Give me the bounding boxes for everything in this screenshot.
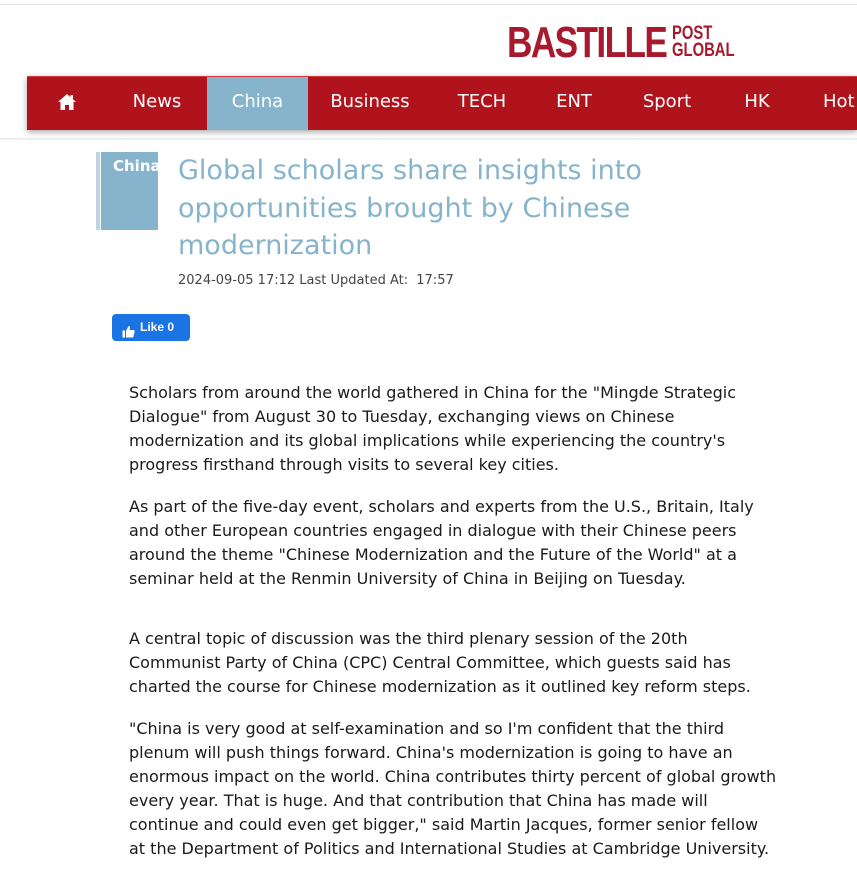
like-label: Like 0 — [140, 320, 175, 334]
nav-item-tech[interactable]: TECH — [457, 91, 507, 112]
nav-item-china[interactable]: China — [207, 77, 308, 130]
article-paragraph-3: A central topic of discussion was the third plenary session of the 20th Communist Party of China (CPC) Central Committee, which guests said has charted the course for Chinese modernization as it outlined key reform steps. — [129, 629, 751, 696]
publish-date: 2024-09-05 17:12 — [178, 273, 296, 288]
logo-side-bottom: GLOBAL — [672, 40, 735, 61]
logo-side-text — [672, 25, 735, 59]
top-divider — [0, 4, 857, 5]
nav-item-business[interactable]: Business — [330, 91, 410, 112]
nav-item-ent[interactable]: ENT — [556, 91, 592, 112]
nav-item-sport[interactable]: Sport — [642, 91, 692, 112]
updated-time: 17:57 — [416, 273, 454, 288]
thumbs-up-icon — [122, 321, 135, 334]
article-paragraph-2: As part of the five-day event, scholars and experts from the U.S., Britain, Italy and other European countries engaged in dialogue with their Chinese peers around the theme "Chinese Modernization and the Future of the World" at a seminar held at the Renmin University of China in Beijing on Tuesday. — [129, 497, 754, 588]
logo-side-top: POST — [672, 23, 713, 44]
nav-bottom-shade — [0, 138, 857, 141]
category-badge[interactable] — [101, 152, 161, 230]
article-title: Global scholars share insights into opportunities brought by Chinese modernization — [178, 155, 642, 261]
logo-main-text: BASTILLE — [507, 18, 667, 67]
nav-item-hk[interactable]: HK — [744, 91, 770, 112]
article-paragraph-4: "China is very good at self-examination and so I'm confident that the third plenum will push things forward. China's modernization is going to have an enormous impact on the world. China contributes thirty percent of global growth every year. That is huge. And that contribution that China has made will continue and could even get bigger," said Martin Jacques, former senior fellow at the Department of Politics and International Studies at Cambridge University. — [129, 719, 777, 858]
home-icon[interactable] — [57, 93, 77, 111]
site-logo[interactable] — [507, 18, 735, 67]
article-meta — [178, 273, 454, 288]
nav-item-hot[interactable]: Hot — [823, 91, 855, 112]
updated-label: Last Updated At: — [299, 273, 409, 288]
category-accent-bar — [96, 152, 100, 230]
article-paragraph-1: Scholars from around the world gathered in China for the "Mingde Strategic Dialogue" from August 30 to Tuesday, exchanging views on Chinese modernization and its global implications while experiencing the country's progress firsthand through visits to several key cities. — [129, 383, 737, 474]
facebook-like-button[interactable] — [112, 314, 190, 341]
main-nav — [27, 76, 857, 130]
category-label: China — [113, 157, 161, 175]
nav-item-news[interactable]: News — [132, 91, 182, 112]
